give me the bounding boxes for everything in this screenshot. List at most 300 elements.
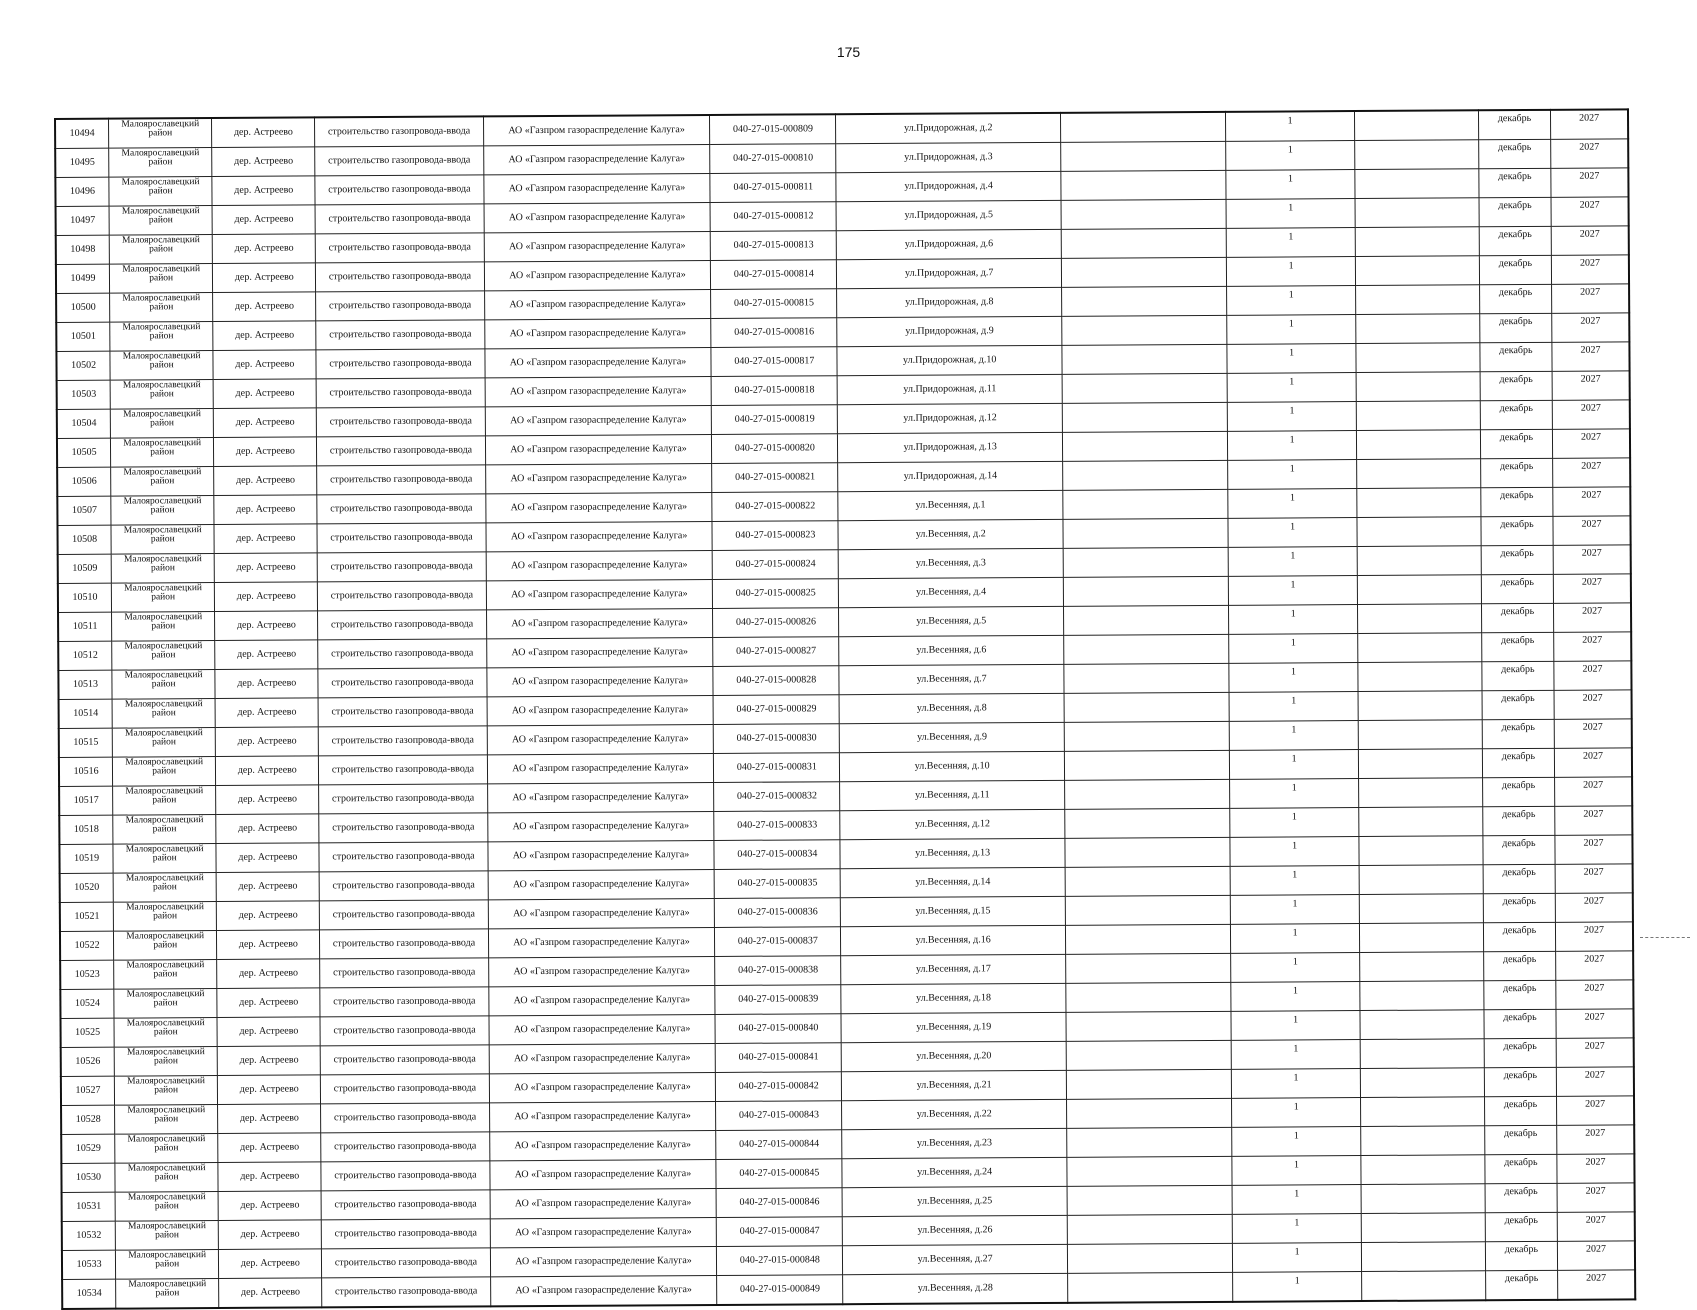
district-cell: Малоярославецкий район xyxy=(110,322,213,352)
district-cell: Малоярославецкий район xyxy=(110,293,213,323)
quantity-cell: 1 xyxy=(1227,373,1356,403)
settlement-cell: дер. Астреево xyxy=(216,814,319,844)
quantity-cell: 1 xyxy=(1233,1272,1362,1302)
district-cell: Малоярославецкий район xyxy=(111,554,214,584)
empty-cell xyxy=(1362,1271,1486,1301)
row-number: 10498 xyxy=(56,235,110,264)
work-type-cell: строительство газопровода-ввода xyxy=(318,697,486,727)
month-cell: декабрь xyxy=(1481,516,1553,545)
settlement-cell: дер. Астреево xyxy=(218,1191,321,1221)
object-code-cell: 040-27-015-000823 xyxy=(712,521,838,551)
empty-cell xyxy=(1357,430,1481,460)
district-cell: Малоярославецкий район xyxy=(114,989,217,1019)
quantity-cell: 1 xyxy=(1227,344,1356,374)
row-number: 10508 xyxy=(57,525,111,554)
company-cell: АО «Газпром газораспределение Калуга» xyxy=(484,347,711,377)
month-cell: декабрь xyxy=(1484,1009,1556,1038)
company-cell: АО «Газпром газораспределение Калуга» xyxy=(487,811,714,841)
district-cell: Малоярославецкий район xyxy=(113,786,216,816)
object-code-cell: 040-27-015-000845 xyxy=(716,1159,842,1189)
empty-cell xyxy=(1067,1185,1232,1215)
quantity-cell: 1 xyxy=(1232,1069,1361,1099)
company-cell: АО «Газпром газораспределение Калуга» xyxy=(490,1188,717,1218)
quantity-cell: 1 xyxy=(1226,111,1355,141)
object-code-cell: 040-27-015-000824 xyxy=(713,550,839,580)
empty-cell xyxy=(1066,953,1231,983)
district-cell: Малоярославецкий район xyxy=(113,844,216,874)
empty-cell xyxy=(1062,315,1227,345)
quantity-cell: 1 xyxy=(1226,228,1355,258)
quantity-cell: 1 xyxy=(1232,1098,1361,1128)
empty-cell xyxy=(1063,518,1228,548)
month-cell: декабрь xyxy=(1479,168,1551,197)
company-cell: АО «Газпром газораспределение Калуга» xyxy=(488,927,715,957)
empty-cell xyxy=(1063,489,1228,519)
row-number: 10525 xyxy=(61,1018,115,1047)
district-cell: Малоярославецкий район xyxy=(110,351,213,381)
empty-cell xyxy=(1355,256,1479,286)
year-cell: 2027 xyxy=(1551,109,1629,139)
empty-cell xyxy=(1360,1068,1484,1098)
work-type-cell: строительство газопровода-ввода xyxy=(318,668,486,698)
settlement-cell: дер. Астреево xyxy=(215,640,318,670)
company-cell: АО «Газпром газораспределение Калуга» xyxy=(488,898,715,928)
work-type-cell: строительство газопровода-ввода xyxy=(320,929,488,959)
work-type-cell: строительство газопровода-ввода xyxy=(320,958,488,988)
address-cell: ул.Весенняя, д.20 xyxy=(841,1041,1066,1071)
empty-cell xyxy=(1066,1011,1231,1041)
district-cell: Малоярославецкий район xyxy=(113,873,216,903)
year-cell: 2027 xyxy=(1552,429,1630,458)
year-cell: 2027 xyxy=(1557,1125,1635,1154)
work-type-cell: строительство газопровода-ввода xyxy=(315,116,483,147)
object-code-cell: 040-27-015-000844 xyxy=(716,1130,842,1160)
year-cell: 2027 xyxy=(1558,1270,1636,1300)
work-type-cell: строительство газопровода-ввода xyxy=(318,552,486,582)
month-cell: декабрь xyxy=(1479,197,1551,226)
year-cell: 2027 xyxy=(1555,835,1633,864)
empty-cell xyxy=(1064,692,1229,722)
object-code-cell: 040-27-015-000815 xyxy=(711,289,837,319)
district-cell: Малоярославецкий район xyxy=(111,525,214,555)
company-cell: АО «Газпром газораспределение Калуга» xyxy=(484,318,711,348)
district-cell: Малоярославецкий район xyxy=(112,699,215,729)
year-cell: 2027 xyxy=(1553,487,1631,516)
company-cell: АО «Газпром газораспределение Калуга» xyxy=(488,869,715,899)
year-cell: 2027 xyxy=(1553,545,1631,574)
empty-cell xyxy=(1062,286,1227,316)
address-cell: ул.Весенняя, д.28 xyxy=(843,1273,1068,1304)
quantity-cell: 1 xyxy=(1231,1011,1360,1041)
quantity-cell: 1 xyxy=(1227,402,1356,432)
empty-cell xyxy=(1068,1243,1233,1273)
district-cell: Малоярославецкий район xyxy=(110,409,213,439)
settlement-cell: дер. Астреево xyxy=(219,1220,322,1250)
empty-cell xyxy=(1359,836,1483,866)
address-cell: ул.Весенняя, д.14 xyxy=(840,867,1065,897)
row-number: 10519 xyxy=(59,844,113,873)
company-cell: АО «Газпром газораспределение Калуга» xyxy=(484,260,711,290)
month-cell: декабрь xyxy=(1480,371,1552,400)
work-type-cell: строительство газопровода-ввода xyxy=(321,1103,489,1133)
year-cell: 2027 xyxy=(1555,806,1633,835)
quantity-cell: 1 xyxy=(1228,576,1357,606)
work-type-cell: строительство газопровода-ввода xyxy=(320,1016,488,1046)
empty-cell xyxy=(1360,952,1484,982)
empty-cell xyxy=(1064,721,1229,751)
district-cell: Малоярославецкий район xyxy=(114,1018,217,1048)
row-number: 10524 xyxy=(60,989,114,1018)
year-cell: 2027 xyxy=(1556,951,1634,980)
address-cell: ул.Весенняя, д.4 xyxy=(839,577,1064,607)
address-cell: ул.Весенняя, д.15 xyxy=(841,896,1066,926)
district-cell: Малоярославецкий район xyxy=(114,1047,217,1077)
empty-cell xyxy=(1061,112,1226,143)
address-cell: ул.Весенняя, д.1 xyxy=(838,490,1063,520)
empty-cell xyxy=(1064,663,1229,693)
address-cell: ул.Придорожная, д.8 xyxy=(837,287,1062,317)
month-cell: декабрь xyxy=(1480,313,1552,342)
company-cell: АО «Газпром газораспределение Калуга» xyxy=(483,173,710,203)
district-cell: Малоярославецкий район xyxy=(109,118,212,148)
company-cell: АО «Газпром газораспределение Калуга» xyxy=(486,521,713,551)
object-code-cell: 040-27-015-000810 xyxy=(710,144,836,174)
row-number: 10517 xyxy=(59,786,113,815)
quantity-cell: 1 xyxy=(1228,547,1357,577)
district-cell: Малоярославецкий район xyxy=(110,264,213,294)
row-number: 10510 xyxy=(58,583,112,612)
work-type-cell: строительство газопровода-ввода xyxy=(318,581,486,611)
settlement-cell: дер. Астреево xyxy=(218,1104,321,1134)
district-cell: Малоярославецкий район xyxy=(112,670,215,700)
object-code-cell: 040-27-015-000817 xyxy=(711,347,837,377)
address-cell: ул.Придорожная, д.6 xyxy=(836,229,1061,259)
quantity-cell: 1 xyxy=(1228,460,1357,490)
year-cell: 2027 xyxy=(1551,226,1629,255)
month-cell: декабрь xyxy=(1480,400,1552,429)
object-code-cell: 040-27-015-000829 xyxy=(713,695,839,725)
company-cell: АО «Газпром газораспределение Калуга» xyxy=(490,1275,717,1306)
work-type-cell: строительство газопровода-ввода xyxy=(322,1277,490,1308)
month-cell: декабрь xyxy=(1484,1096,1556,1125)
year-cell: 2027 xyxy=(1557,1096,1635,1125)
quantity-cell: 1 xyxy=(1231,924,1360,954)
object-code-cell: 040-27-015-000834 xyxy=(714,840,840,870)
object-code-cell: 040-27-015-000825 xyxy=(713,579,839,609)
quantity-cell: 1 xyxy=(1231,1040,1360,1070)
empty-cell xyxy=(1067,1214,1232,1244)
row-number: 10494 xyxy=(55,119,109,149)
district-cell: Малоярославецкий район xyxy=(111,467,214,497)
empty-cell xyxy=(1360,923,1484,953)
row-number: 10514 xyxy=(59,699,113,728)
quantity-cell: 1 xyxy=(1232,1214,1361,1244)
district-cell: Малоярославецкий район xyxy=(109,148,212,178)
year-cell: 2027 xyxy=(1552,284,1630,313)
work-type-cell: строительство газопровода-ввода xyxy=(322,1219,490,1249)
company-cell: АО «Газпром газораспределение Калуга» xyxy=(489,1043,716,1073)
row-number: 10512 xyxy=(58,641,112,670)
row-number: 10531 xyxy=(62,1192,116,1221)
year-cell: 2027 xyxy=(1556,980,1634,1009)
company-cell: АО «Газпром газораспределение Калуга» xyxy=(487,840,714,870)
settlement-cell: дер. Астреево xyxy=(214,437,317,467)
year-cell: 2027 xyxy=(1551,139,1629,168)
work-type-cell: строительство газопровода-ввода xyxy=(316,262,484,292)
month-cell: декабрь xyxy=(1483,806,1555,835)
row-number: 10523 xyxy=(60,960,114,989)
year-cell: 2027 xyxy=(1557,1212,1635,1241)
work-type-cell: строительство газопровода-ввода xyxy=(316,291,484,321)
district-cell: Малоярославецкий район xyxy=(115,1221,218,1251)
district-cell: Малоярославецкий район xyxy=(110,380,213,410)
quantity-cell: 1 xyxy=(1226,170,1355,200)
month-cell: декабрь xyxy=(1479,284,1551,313)
table-wrapper xyxy=(54,108,1636,1310)
company-cell: АО «Газпром газораспределение Калуга» xyxy=(489,1130,716,1160)
work-type-cell: строительство газопровода-ввода xyxy=(320,871,488,901)
year-cell: 2027 xyxy=(1554,690,1632,719)
month-cell: декабрь xyxy=(1484,1067,1556,1096)
company-cell: АО «Газпром газораспределение Калуга» xyxy=(487,782,714,812)
empty-cell xyxy=(1063,460,1228,490)
empty-cell xyxy=(1065,866,1230,896)
year-cell: 2027 xyxy=(1556,1038,1634,1067)
row-number: 10534 xyxy=(62,1279,116,1309)
quantity-cell: 1 xyxy=(1230,779,1359,809)
settlement-cell: дер. Астреево xyxy=(215,727,318,757)
district-cell: Малоярославецкий район xyxy=(113,815,216,845)
quantity-cell: 1 xyxy=(1229,721,1358,751)
settlement-cell: дер. Астреево xyxy=(212,117,315,147)
address-cell: ул.Весенняя, д.16 xyxy=(841,925,1066,955)
company-cell: АО «Газпром газораспределение Калуга» xyxy=(486,637,713,667)
year-cell: 2027 xyxy=(1554,748,1632,777)
settlement-cell: дер. Астреево xyxy=(216,872,319,902)
object-code-cell: 040-27-015-000812 xyxy=(710,202,836,232)
row-number: 10509 xyxy=(58,554,112,583)
object-code-cell: 040-27-015-000820 xyxy=(712,434,838,464)
address-cell: ул.Весенняя, д.8 xyxy=(839,693,1064,723)
quantity-cell: 1 xyxy=(1233,1243,1362,1273)
scan-artifact-line xyxy=(1640,937,1690,938)
month-cell: декабрь xyxy=(1485,1241,1557,1270)
settlement-cell: дер. Астреево xyxy=(218,1162,321,1192)
year-cell: 2027 xyxy=(1553,458,1631,487)
address-cell: ул.Весенняя, д.12 xyxy=(840,809,1065,839)
object-code-cell: 040-27-015-000827 xyxy=(713,637,839,667)
work-type-cell: строительство газопровода-ввода xyxy=(321,1074,489,1104)
company-cell: АО «Газпром газораспределение Калуга» xyxy=(484,202,711,232)
district-cell: Малоярославецкий район xyxy=(114,931,217,961)
work-type-cell: строительство газопровода-ввода xyxy=(315,204,483,234)
address-cell: ул.Придорожная, д.3 xyxy=(836,142,1061,172)
district-cell: Малоярославецкий район xyxy=(109,206,212,236)
settlement-cell: дер. Астреево xyxy=(217,959,320,989)
row-number: 10497 xyxy=(56,206,110,235)
address-cell: ул.Весенняя, д.27 xyxy=(843,1244,1068,1274)
settlement-cell: дер. Астреево xyxy=(217,901,320,931)
empty-cell xyxy=(1357,517,1481,547)
month-cell: декабрь xyxy=(1482,748,1554,777)
address-cell: ул.Придорожная, д.14 xyxy=(838,461,1063,491)
quantity-cell: 1 xyxy=(1228,518,1357,548)
quantity-cell: 1 xyxy=(1229,605,1358,635)
quantity-cell: 1 xyxy=(1229,663,1358,693)
row-number: 10507 xyxy=(57,496,111,525)
company-cell: АО «Газпром газораспределение Калуга» xyxy=(489,1159,716,1189)
object-code-cell: 040-27-015-000848 xyxy=(717,1246,843,1276)
work-type-cell: строительство газопровода-ввода xyxy=(317,465,485,495)
empty-cell xyxy=(1355,227,1479,257)
year-cell: 2027 xyxy=(1552,400,1630,429)
empty-cell xyxy=(1359,894,1483,924)
settlement-cell: дер. Астреево xyxy=(217,988,320,1018)
row-number: 10506 xyxy=(57,467,111,496)
month-cell: декабрь xyxy=(1480,458,1552,487)
work-type-cell: строительство газопровода-ввода xyxy=(320,900,488,930)
empty-cell xyxy=(1356,401,1480,431)
address-cell: ул.Придорожная, д.12 xyxy=(838,403,1063,433)
row-number: 10518 xyxy=(59,815,113,844)
company-cell: АО «Газпром газораспределение Калуга» xyxy=(489,1072,716,1102)
empty-cell xyxy=(1061,141,1226,171)
year-cell: 2027 xyxy=(1555,777,1633,806)
settlement-cell: дер. Астреево xyxy=(214,524,317,554)
empty-cell xyxy=(1061,228,1226,258)
empty-cell xyxy=(1067,1098,1232,1128)
object-code-cell: 040-27-015-000836 xyxy=(715,898,841,928)
row-number: 10505 xyxy=(57,438,111,467)
empty-cell xyxy=(1356,343,1480,373)
row-number: 10528 xyxy=(61,1105,115,1134)
district-cell: Малоярославецкий район xyxy=(112,612,215,642)
address-cell: ул.Весенняя, д.5 xyxy=(839,606,1064,636)
settlement-cell: дер. Астреево xyxy=(212,176,315,206)
quantity-cell: 1 xyxy=(1228,489,1357,519)
settlement-cell: дер. Астреево xyxy=(212,205,315,235)
empty-cell xyxy=(1359,778,1483,808)
row-number: 10496 xyxy=(55,177,109,206)
address-cell: ул.Весенняя, д.9 xyxy=(839,722,1064,752)
address-cell: ул.Весенняя, д.19 xyxy=(841,1012,1066,1042)
object-code-cell: 040-27-015-000833 xyxy=(714,811,840,841)
district-cell: Малоярославецкий район xyxy=(116,1279,219,1309)
settlement-cell: дер. Астреево xyxy=(213,292,316,322)
district-cell: Малоярославецкий район xyxy=(114,1076,217,1106)
object-code-cell: 040-27-015-000838 xyxy=(715,956,841,986)
company-cell: АО «Газпром газораспределение Калуга» xyxy=(484,289,711,319)
address-cell: ул.Придорожная, д.7 xyxy=(837,258,1062,288)
object-code-cell: 040-27-015-000822 xyxy=(712,492,838,522)
row-number: 10516 xyxy=(59,757,113,786)
work-type-cell: строительство газопровода-ввода xyxy=(321,1190,489,1220)
empty-cell xyxy=(1357,488,1481,518)
address-cell: ул.Придорожная, д.9 xyxy=(837,316,1062,346)
month-cell: декабрь xyxy=(1478,110,1550,140)
work-type-cell: строительство газопровода-ввода xyxy=(321,1132,489,1162)
work-type-cell: строительство газопровода-ввода xyxy=(317,378,485,408)
work-type-cell: строительство газопровода-ввода xyxy=(315,146,483,176)
row-number: 10502 xyxy=(56,351,110,380)
settlement-cell: дер. Астреево xyxy=(212,234,315,264)
district-cell: Малоярославецкий район xyxy=(111,496,214,526)
month-cell: декабрь xyxy=(1483,893,1555,922)
settlement-cell: дер. Астреево xyxy=(216,843,319,873)
month-cell: декабрь xyxy=(1479,226,1551,255)
object-code-cell: 040-27-015-000814 xyxy=(711,260,837,290)
address-cell: ул.Весенняя, д.3 xyxy=(838,548,1063,578)
address-cell: ул.Придорожная, д.11 xyxy=(837,374,1062,404)
object-code-cell: 040-27-015-000821 xyxy=(712,463,838,493)
row-number: 10530 xyxy=(61,1163,115,1192)
month-cell: декабрь xyxy=(1482,632,1554,661)
address-cell: ул.Весенняя, д.17 xyxy=(841,954,1066,984)
month-cell: декабрь xyxy=(1482,690,1554,719)
empty-cell xyxy=(1067,1156,1232,1186)
empty-cell xyxy=(1065,837,1230,867)
work-type-cell: строительство газопровода-ввода xyxy=(318,610,486,640)
year-cell: 2027 xyxy=(1552,342,1630,371)
object-code-cell: 040-27-015-000818 xyxy=(712,376,838,406)
row-number: 10532 xyxy=(62,1221,116,1250)
empty-cell xyxy=(1357,575,1481,605)
work-type-cell: строительство газопровода-ввода xyxy=(319,784,487,814)
row-number: 10515 xyxy=(59,728,113,757)
quantity-cell: 1 xyxy=(1230,750,1359,780)
empty-cell xyxy=(1064,605,1229,635)
settlement-cell: дер. Астреево xyxy=(212,147,315,177)
empty-cell xyxy=(1063,547,1228,577)
company-cell: АО «Газпром газораспределение Калуга» xyxy=(485,376,712,406)
address-cell: ул.Весенняя, д.24 xyxy=(842,1157,1067,1187)
empty-cell xyxy=(1061,199,1226,229)
address-cell: ул.Весенняя, д.23 xyxy=(842,1128,1067,1158)
district-cell: Малоярославецкий район xyxy=(109,235,212,265)
empty-cell xyxy=(1067,1127,1232,1157)
object-code-cell: 040-27-015-000819 xyxy=(712,405,838,435)
row-number: 10526 xyxy=(61,1047,115,1076)
quantity-cell: 1 xyxy=(1230,808,1359,838)
address-cell: ул.Весенняя, д.6 xyxy=(839,635,1064,665)
empty-cell xyxy=(1360,1010,1484,1040)
work-type-cell: строительство газопровода-ввода xyxy=(319,755,487,785)
empty-cell xyxy=(1062,373,1227,403)
empty-cell xyxy=(1064,634,1229,664)
empty-cell xyxy=(1355,140,1479,170)
quantity-cell: 1 xyxy=(1227,315,1356,345)
object-code-cell: 040-27-015-000830 xyxy=(714,724,840,754)
work-type-cell: строительство газопровода-ввода xyxy=(319,842,487,872)
empty-cell xyxy=(1066,1040,1231,1070)
object-code-cell: 040-27-015-000841 xyxy=(716,1043,842,1073)
register-table xyxy=(54,108,1636,1310)
row-number: 10501 xyxy=(56,322,110,351)
company-cell: АО «Газпром газораспределение Калуга» xyxy=(489,1014,716,1044)
work-type-cell: строительство газопровода-ввода xyxy=(321,1161,489,1191)
month-cell: декабрь xyxy=(1483,951,1555,980)
company-cell: АО «Газпром газораспределение Калуга» xyxy=(487,695,714,725)
district-cell: Малоярославецкий район xyxy=(115,1192,218,1222)
work-type-cell: строительство газопровода-ввода xyxy=(316,233,484,263)
settlement-cell: дер. Астреево xyxy=(216,785,319,815)
work-type-cell: строительство газопровода-ввода xyxy=(321,1045,489,1075)
address-cell: ул.Весенняя, д.18 xyxy=(841,983,1066,1013)
quantity-cell: 1 xyxy=(1227,257,1356,287)
object-code-cell: 040-27-015-000842 xyxy=(716,1072,842,1102)
month-cell: декабрь xyxy=(1484,1038,1556,1067)
address-cell: ул.Весенняя, д.26 xyxy=(843,1215,1068,1245)
